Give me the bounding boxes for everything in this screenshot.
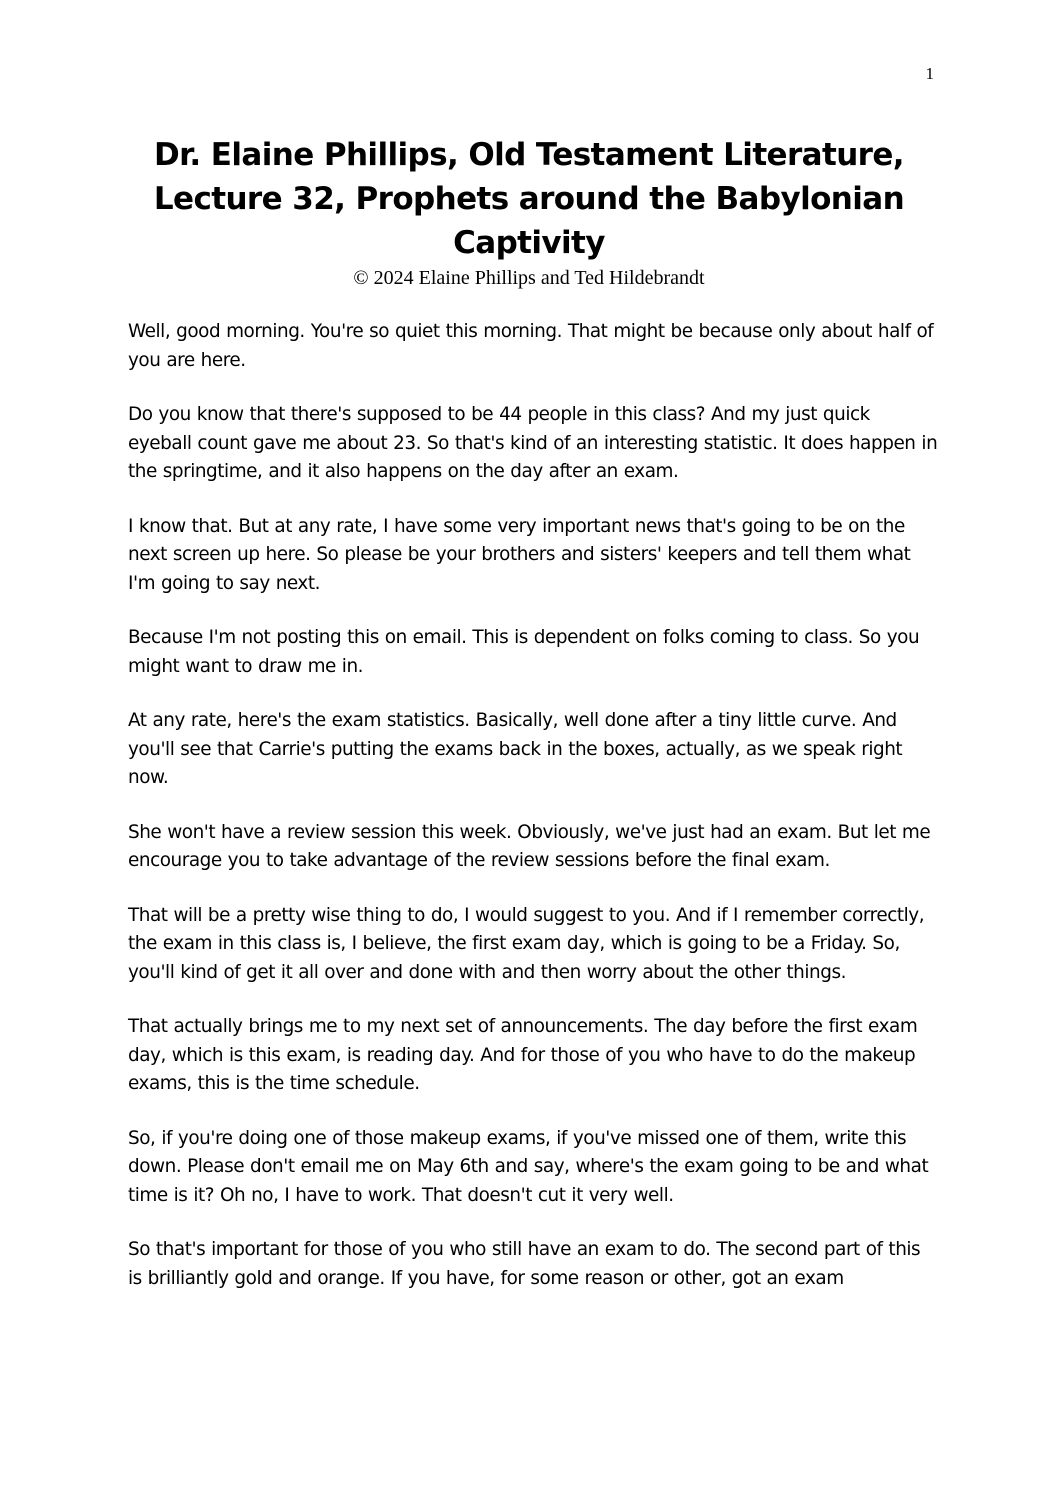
paragraph: That actually brings me to my next set of announcements. The day before the first exam day, which is this exam, is reading day. And for those of you who have to do the makeup exams, this is the time schedule. (128, 1016, 918, 1094)
paragraph: She won't have a review session this week. Obviously, we've just had an exam. But let me encourage you to take advantage of the review sessions before the final exam. (128, 821, 931, 871)
paragraph: Because I'm not posting this on email. This is dependent on folks coming to class. So you might want to draw me in. (128, 627, 920, 677)
transcript-body (128, 318, 938, 1319)
document-title: Dr. Elaine Phillips, Old Testament Literature, Lecture 32, Prophets around the Babylonian Captivity (153, 137, 905, 261)
paragraph: So, if you're doing one of those makeup exams, if you've missed one of them, write this down. Please don't email me on May 6th and say, where's the exam going to be and what time is it? Oh no, I have to work. That doesn't cut it very well. (128, 1127, 929, 1206)
copyright-line: © 2024 Elaine Phillips and Ted Hildebrandt (353, 267, 705, 289)
paragraph: So that's important for those of you who still have an exam to do. The second part of this is brilliantly gold and orange. If you have, for some reason or other, got an exam (128, 1239, 921, 1289)
paragraph: At any rate, here's the exam statistics. Basically, well done after a tiny little curve. And you'll see that Carrie's putting the exams back in the boxes, actually, as we speak right now. (128, 710, 903, 788)
paragraph: That will be a pretty wise thing to do, I would suggest to you. And if I remember correctly, the exam in this class is, I believe, the first exam day, which is going to be a Friday. So, you'll kind of get it all over and done with and then worry about the other things. (128, 904, 925, 983)
paragraph: I know that. But at any rate, I have some very important news that's going to be on the next screen up here. So please be your brothers and sisters' keepers and tell them what I'm going to say next. (128, 515, 911, 594)
paragraph: Well, good morning. You're so quiet this morning. That might be because only about half of you are here. (128, 321, 934, 371)
paragraph: Do you know that there's supposed to be 44 people in this class? And my just quick eyeball count gave me about 23. So that's kind of an interesting statistic. It does happen in the springtime, and it also happens on the day after an exam. (128, 404, 938, 482)
page-number: 1 (925, 64, 934, 83)
